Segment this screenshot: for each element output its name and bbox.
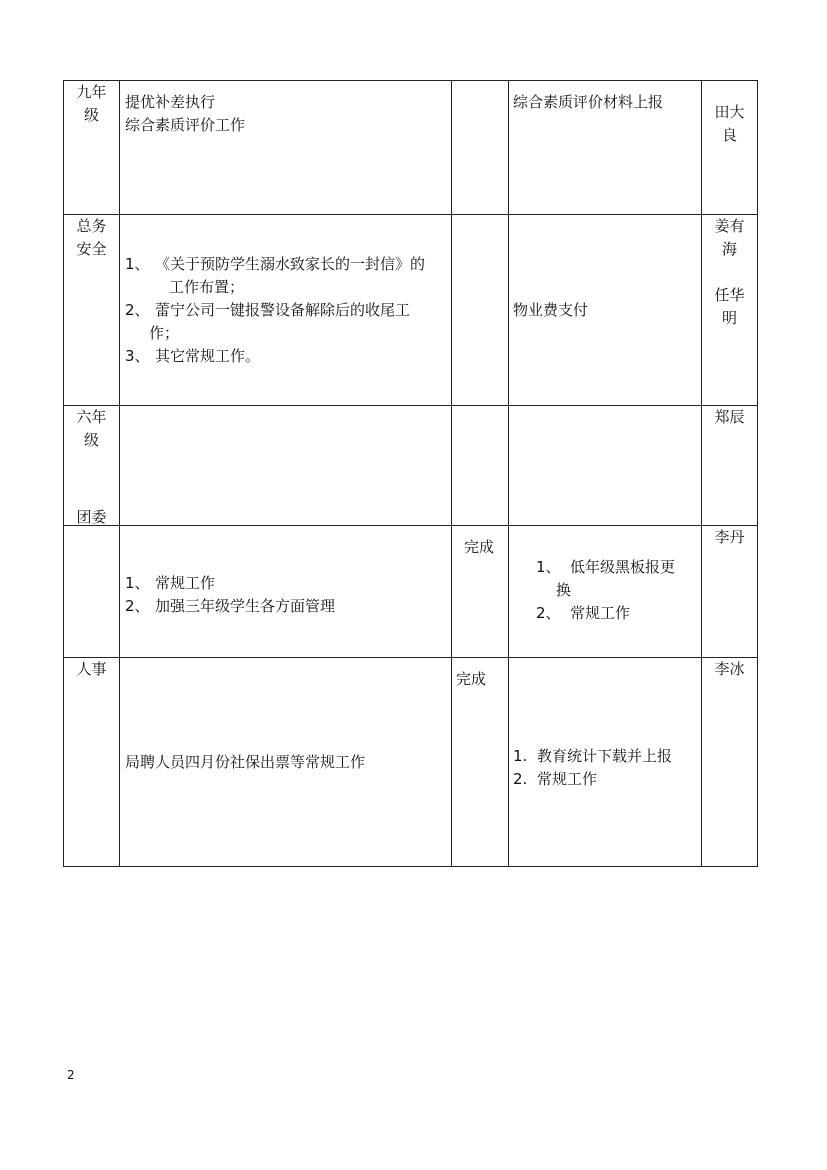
table-row [64, 658, 758, 867]
status-cell [452, 215, 509, 406]
person-cell: 郑辰 [702, 406, 758, 526]
page-number: 2 [67, 1068, 75, 1082]
next-plan-cell [509, 406, 702, 526]
list-item: 1、 低年级黑板报更 换 [536, 558, 676, 599]
dept-cell: 六年 级 [64, 406, 120, 526]
list-item: 1. 教育统计下载并上报 [513, 747, 673, 765]
next-plan-cell [509, 658, 702, 867]
work-cell [120, 526, 452, 658]
dept-cell: 九年 级 [64, 81, 120, 215]
next-plan-cell: 物业费支付 [509, 215, 702, 406]
work-cell [120, 215, 452, 406]
work-cell: 局聘人员四月份社保出票等常规工作 [120, 658, 452, 867]
dept-cell: 人事 [64, 658, 120, 867]
list-item: 2. 常规工作 [513, 770, 598, 788]
status-cell [452, 81, 509, 215]
table-row [64, 406, 758, 526]
table-row [64, 215, 758, 406]
list-item: 1、 常规工作 [125, 573, 216, 592]
person-cell: 姜有 海 任华 明 [702, 215, 758, 406]
list-item: 3、 其它常规工作。 [125, 346, 261, 365]
work-cell [120, 406, 452, 526]
table-row [64, 81, 758, 215]
list-item: 2、 蕾宁公司一键报警设备解除后的收尾工 作； [125, 300, 411, 342]
next-plan-cell: 综合素质评价材料上报 [509, 81, 702, 215]
work-cell: 提优补差执行 综合素质评价工作 [120, 81, 452, 215]
list-item: 1、 《关于预防学生溺水致家长的一封信》的 工作布置； [125, 254, 426, 296]
person-cell: 田大 良 [702, 81, 758, 215]
next-plan-cell [509, 526, 702, 658]
status-text: 完成 [464, 538, 495, 556]
work-schedule-table [63, 80, 758, 867]
status-cell [452, 658, 509, 867]
list-item: 2、 常规工作 [536, 604, 631, 622]
list-item: 2、 加强三年级学生各方面管理 [125, 596, 336, 615]
dept-cell: 总务 安全 [64, 215, 120, 406]
status-cell [452, 526, 509, 658]
status-cell [452, 406, 509, 526]
dept-cell: 团委 [64, 526, 120, 658]
table-row [64, 526, 758, 658]
person-cell: 李丹 [702, 526, 758, 658]
status-text: 完成 [456, 670, 487, 688]
person-cell: 李冰 [702, 658, 758, 867]
